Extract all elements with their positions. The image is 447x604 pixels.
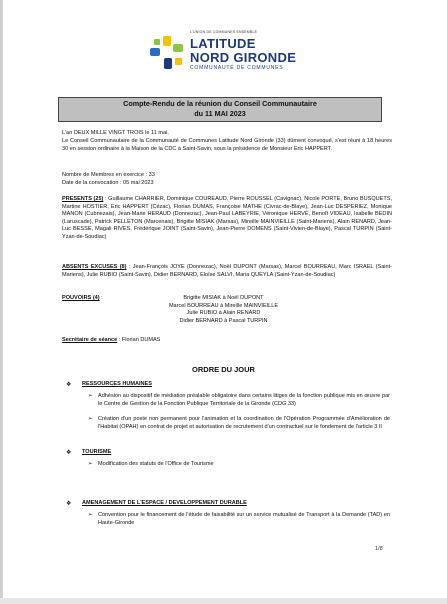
- intro-date-line: L'an DEUX MILLE VINGT TROIS le 11 mai,: [62, 130, 169, 136]
- secretaire-line: [62, 337, 160, 345]
- diamond-bullet-icon: ❖: [66, 501, 72, 507]
- arrow-bullet-icon: ➢: [88, 461, 93, 467]
- agenda-item: Création d'un poste non permanent pour l'animation et la coordination de l'Opération Programmée d'Amélioration de l'Habitat (OPAH) en contrat de projet et autorisation de recrutement d'un contractuel sur le fondement de l'article 3 II: [98, 416, 390, 430]
- document-title-box: [58, 97, 382, 122]
- agenda-item: Adhésion au dispositif de médiation préalable obligatoire dans certains litiges de la fonction publique mis en œuvre par le Centre de Gestion de la Fonction Publique Territoriale de la Gironde (CDG 33): [98, 393, 390, 407]
- pouvoir-item: Didier BERNARD à Pascal TURPIN: [179, 317, 268, 324]
- agenda-title: ORDRE DU JOUR: [192, 365, 255, 374]
- pouvoirs-list: [0, 295, 447, 325]
- intro-paragraph: Le Conseil Communautaire de la Communauté de Communes Latitude Nord Gironde (33) dûment convoqué, s'est réuni à 18 heures 30 en session ordinaire à la Maison de la CDC à Saint-Savin, sous la présidence de Monsieur Eric HAPPERT.: [62, 138, 392, 152]
- absents-paragraph: [62, 264, 392, 279]
- pouvoir-item: Brigitte MISIAK à Noël DUPONT: [183, 295, 264, 301]
- absents-list: : Jean-François JOYE (Donnezac), Noël DUPONT (Marsas), Marcel BOURREAU, Marc ISRAEL (Saint-Mariens), Julie RUBIO (Saint-Savin), Didier BERNARD, Eloïse SALVI, Maria QUEYLA (Saint-Yzan-de-Soudiac): [62, 264, 392, 278]
- secretaire-value: : Florian DUMAS: [117, 337, 161, 343]
- pouvoir-item: Marcel BOURREAU à Mireille MAINVIEILLE: [168, 302, 279, 309]
- logo-subtitle: COMMUNAUTÉ DE COMMUNES: [190, 65, 284, 71]
- diamond-bullet-icon: ❖: [66, 450, 72, 456]
- page-bottom-edge: [0, 598, 447, 604]
- logo-name-line2: NORD GIRONDE: [190, 50, 297, 65]
- presents-list: : Guillaume CHARRIER, Dominique COUREAUD, Pierre ROUSSEL (Cavignac), Nicole PORTE, Bruno BUSQUETS, Martine HOSTIER, Eric HAPPERT (Cézac), Florian DUMAS, Françoise MATHE (Civrac-de-Blaye), Jean-Luc DESPERIEZ, Monique MANON (Cubnezais), Jean-Marie HERAUD (Donnezac), Jean-Paul LABEYRIE, Véronique HERVÉ, Benoît VIDEAU, Isabelle BEDIN (Laruscade), Patrick PELLETON (Marcenais), Brigitte MISIAK (Marsas), Mireille MAINVIEILLE (Saint-Mariens), Alain RENARD, Jean-Luc BESSE, Magali RIVES, Frédérique JOINT (Saint-Savin), Jean-Pierre DOMENS (Saint-Vivien-de-Blaye), Pascal TURPIN (Saint-Yzan-de-Soudiac): [62, 196, 392, 240]
- presents-label: PRESENTS (25): [62, 196, 104, 202]
- document-date: du 11 MAI 2023: [194, 109, 246, 118]
- agenda-item: Modification des statuts de l'Office de Tourisme: [98, 461, 214, 467]
- agenda-section-heading: RESSOURCES HUMAINES: [82, 381, 152, 387]
- logo-mark-icon: [150, 36, 184, 70]
- arrow-bullet-icon: ➢: [88, 512, 93, 518]
- logo-name-line1: LATITUDE: [190, 36, 256, 51]
- presents-paragraph: [62, 196, 392, 241]
- diamond-bullet-icon: ❖: [66, 382, 72, 388]
- agenda-section-heading: TOURISME: [82, 449, 112, 455]
- arrow-bullet-icon: ➢: [88, 393, 93, 399]
- secretaire-label: Secrétaire de séance: [62, 337, 118, 343]
- logo: [150, 28, 310, 82]
- members-count: Nombre de Membres en exercice : 33: [62, 172, 155, 178]
- pouvoirs-colon: :: [99, 295, 103, 301]
- absents-label: ABSENTS EXCUSES (8): [62, 264, 127, 270]
- agenda-item: Convention pour le financement de l'étude de faisabilité sur un service mutualisé de Transport à la Demande (TAD) en Haute-Gironde: [98, 512, 390, 526]
- page-number: 1/8: [375, 546, 383, 552]
- convocation-date: Date de la convocation : 05 mai 2023: [62, 180, 154, 186]
- arrow-bullet-icon: ➢: [88, 416, 93, 422]
- document-title: Compte-Rendu de la réunion du Conseil Communautaire: [123, 99, 317, 108]
- pouvoir-item: Julie RUBIO à Alain RENARD: [186, 310, 261, 316]
- pouvoirs-label: POUVOIRS (4): [62, 295, 100, 301]
- agenda-section-heading: AMENAGEMENT DE L'ESPACE / DEVELOPPEMENT DURABLE: [82, 500, 247, 506]
- logo-tagline: L'UNION DE COMMUNES ENSEMBLE: [190, 30, 258, 34]
